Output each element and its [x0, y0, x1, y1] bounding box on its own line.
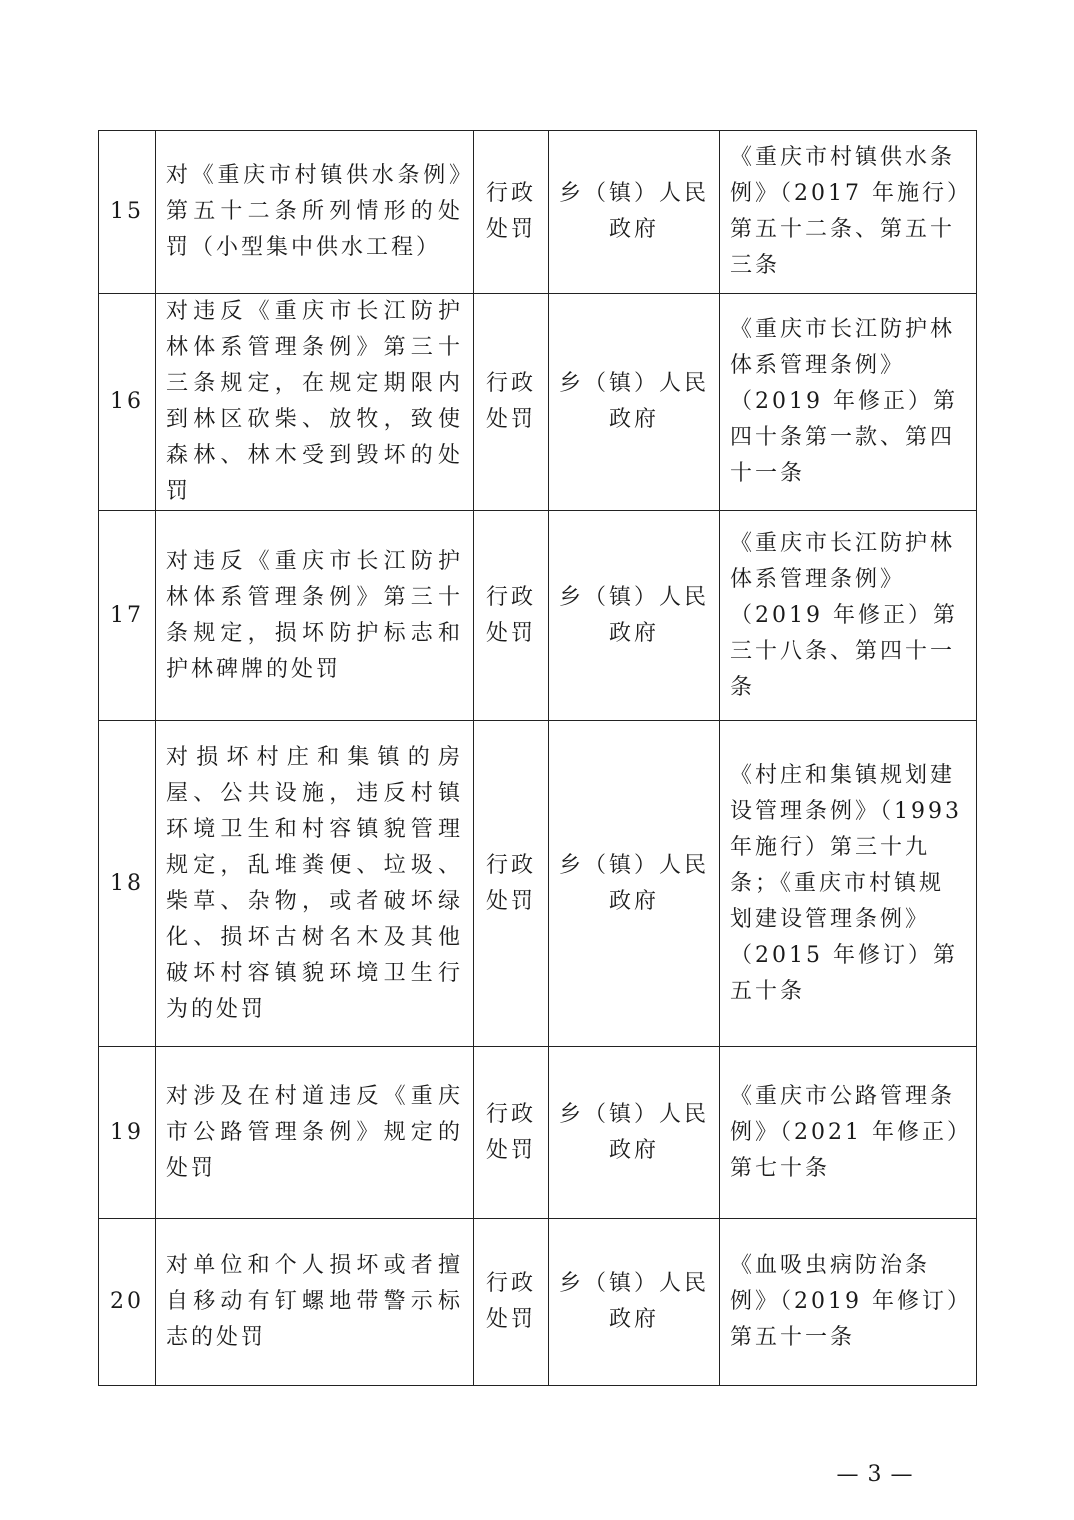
implementing-body: 乡（镇）人民政府: [549, 131, 720, 294]
penalty-items-table: [98, 130, 977, 1386]
table-row: [99, 721, 977, 1047]
implementing-body: 乡（镇）人民政府: [549, 1219, 720, 1386]
legal-basis: 《重庆市长江防护林体系管理条例》（2019 年修正）第四十条第一款、第四十一条: [720, 294, 977, 511]
item-description: 对涉及在村道违反《重庆市公路管理条例》规定的处罚: [156, 1047, 474, 1219]
row-number: 19: [99, 1047, 156, 1219]
power-type: 行政处罚: [474, 721, 549, 1047]
row-number: 17: [99, 511, 156, 721]
table-row: [99, 511, 977, 721]
power-type: 行政处罚: [474, 1047, 549, 1219]
legal-basis: 《重庆市长江防护林体系管理条例》（2019 年修正）第三十八条、第四十一条: [720, 511, 977, 721]
power-type: 行政处罚: [474, 294, 549, 511]
implementing-body: 乡（镇）人民政府: [549, 294, 720, 511]
implementing-body: 乡（镇）人民政府: [549, 511, 720, 721]
item-description: 对违反《重庆市长江防护林体系管理条例》第三十条规定，损坏防护标志和护林碑牌的处罚: [156, 511, 474, 721]
item-description: 对违反《重庆市长江防护林体系管理条例》第三十三条规定，在规定期限内到林区砍柴、放牧，致使森林、林木受到毁坏的处罚: [156, 294, 474, 511]
table-row: [99, 131, 977, 294]
power-type: 行政处罚: [474, 511, 549, 721]
legal-basis: 《重庆市村镇供水条例》（2017 年施行）第五十二条、第五十三条: [720, 131, 977, 294]
table-row: [99, 1047, 977, 1219]
power-type: 行政处罚: [474, 131, 549, 294]
implementing-body: 乡（镇）人民政府: [549, 1047, 720, 1219]
page-number: — 3 —: [836, 1462, 914, 1487]
legal-basis: 《重庆市公路管理条例》（2021 年修正）第七十条: [720, 1047, 977, 1219]
legal-basis: 《村庄和集镇规划建设管理条例》（1993 年施行）第三十九条；《重庆市村镇规划建设管理条例》（2015 年修订）第五十条: [720, 721, 977, 1047]
table-row: [99, 1219, 977, 1386]
row-number: 16: [99, 294, 156, 511]
implementing-body: 乡（镇）人民政府: [549, 721, 720, 1047]
item-description: 对《重庆市村镇供水条例》第五十二条所列情形的处罚（小型集中供水工程）: [156, 131, 474, 294]
legal-basis: 《血吸虫病防治条例》（2019 年修订）第五十一条: [720, 1219, 977, 1386]
table-row: [99, 294, 977, 511]
power-type: 行政处罚: [474, 1219, 549, 1386]
item-description: 对单位和个人损坏或者擅自移动有钉螺地带警示标志的处罚: [156, 1219, 474, 1386]
row-number: 15: [99, 131, 156, 294]
row-number: 20: [99, 1219, 156, 1386]
item-description: 对损坏村庄和集镇的房屋、公共设施，违反村镇环境卫生和村容镇貌管理规定，乱堆粪便、垃圾、柴草、杂物，或者破坏绿化、损坏古树名木及其他破坏村容镇貌环境卫生行为的处罚: [156, 721, 474, 1047]
row-number: 18: [99, 721, 156, 1047]
